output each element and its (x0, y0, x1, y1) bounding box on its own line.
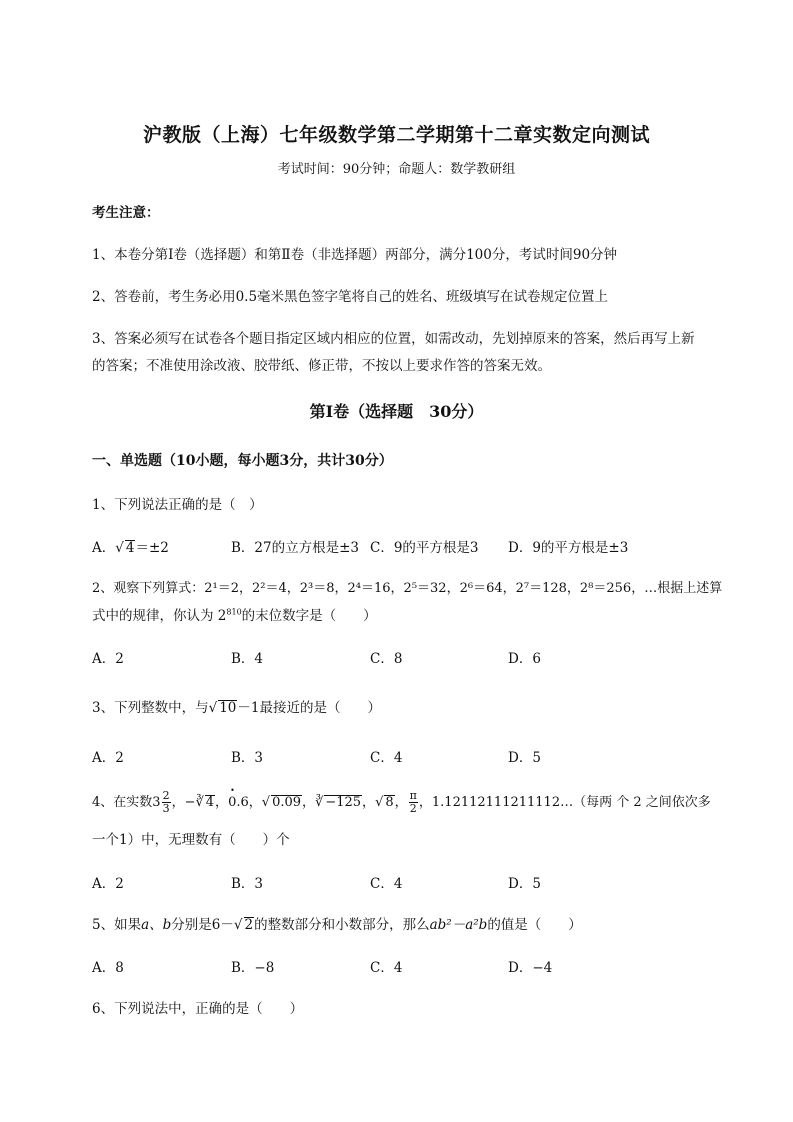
q5-expr2: ab²－a²b (429, 917, 488, 933)
question-5-option-a: A．8 (92, 960, 124, 976)
fraction (162, 790, 171, 815)
question-3-stem (92, 696, 381, 716)
q5-vars: a、b (141, 917, 172, 933)
sqrt-radicand-2: 8 (385, 795, 394, 810)
question-6-stem: 6、下列说法中，正确的是（ ） (92, 1001, 304, 1017)
q5-prefix: 5、如果 (92, 917, 142, 933)
question-4-line-1: 4、在实数3 $\frac{2}{3}$ ，−∛ 4，0.6 •，√ 0.09，∛ −125，√ 8， $\frac{\pi}{2}$ ，1.12112111211112…（每两 个 2 之间依次多 (92, 790, 711, 815)
question-3-option-c: C．4 (370, 750, 403, 766)
sqrt-radicand: 0.09 (272, 795, 302, 810)
question-4-option-c: C．4 (370, 876, 403, 892)
question-5-stem (92, 913, 582, 933)
question-1-option-c: C．9的平方根是3 (370, 540, 479, 556)
cbrt-radicand: 4 (205, 795, 215, 810)
q5-mid: 分别是 (171, 917, 212, 933)
sqrt-symbol: √ (375, 795, 384, 810)
q2-exponent: 810 (226, 607, 242, 617)
question-5-option-b: B．−8 (231, 960, 275, 976)
notice-item-1: 1、本卷分第Ⅰ卷（选择题）和第Ⅱ卷（非选择题）两部分，满分100分，考试时间90分钟 (92, 247, 618, 263)
mixed-number-whole: 3 (152, 795, 161, 810)
option-a-suffix: ＝±2 (135, 540, 169, 556)
q2-prefix: 式中的规律，你认为 2 (92, 608, 227, 624)
pi-numerator: π (409, 789, 417, 802)
question-3-option-a: A．2 (92, 750, 124, 766)
radicand: 4 (125, 540, 135, 556)
question-1-option-a (92, 536, 169, 556)
option-a-prefix: A． (92, 540, 116, 556)
pi-denominator: 2 (409, 802, 417, 815)
question-1-option-b: B．27的立方根是±3 (231, 540, 359, 556)
question-2-option-c: C．8 (370, 651, 403, 667)
question-3-option-d: D．5 (508, 750, 541, 766)
fraction-numerator: 2 (162, 789, 170, 802)
notice-item-3: 3、答案必须写在试卷各个题目指定区域内相应的位置，如需改动，先划掉原来的答案，然后再写上新 (92, 331, 695, 347)
question-2-option-a: A．2 (92, 651, 124, 667)
cbrt-radicand-2: −125 (325, 795, 362, 810)
question-4-option-a: A．2 (92, 876, 124, 892)
q5-mid2: 的整数部分和小数部分，那么 (254, 917, 430, 933)
q3-prefix: 3、下列整数中，与 (92, 700, 209, 716)
q3-suffix: －1最接近的是（ ） (237, 700, 381, 716)
q5-radicand: 2 (244, 917, 254, 933)
notice-item-2: 2、答卷前，考生务必用0.5毫米黑色签字笔将自己的姓名、班级填写在试卷规定位置上 (92, 289, 609, 305)
question-2-option-d: D．6 (508, 651, 541, 667)
exam-subtitle: 考试时间：90分钟；命题人：数学教研组 (277, 162, 516, 177)
q5-expr-prefix: 6－ (211, 917, 234, 933)
part-title: 一、单选题（10小题，每小题3分，共计30分） (92, 453, 393, 469)
question-5-option-c: C．4 (370, 960, 403, 976)
pi-fraction (409, 790, 418, 815)
question-2-line-2 (92, 604, 377, 624)
sqrt-symbol: √ (115, 540, 124, 556)
sqrt-symbol: √ (233, 917, 243, 933)
fraction-denominator: 3 (162, 802, 170, 815)
section-title: 第Ⅰ卷（选择题 30分） (309, 402, 484, 421)
sqrt-symbol: √ (208, 700, 218, 716)
radicand: 10 (219, 700, 237, 716)
exam-title: 沪教版（上海）七年级数学第二学期第十二章实数定向测试 (142, 124, 650, 146)
neg-cbrt-symbol: −∛ (184, 795, 204, 810)
notice-title: 考生注意： (92, 205, 160, 221)
question-2-option-b: B．4 (231, 651, 264, 667)
repeating-decimal: 0.6 • (228, 795, 249, 810)
question-4-option-d: D．5 (508, 876, 541, 892)
cbrt-symbol: ∛ (315, 795, 324, 810)
q5-suffix: 的值是（ ） (487, 917, 582, 933)
question-3-option-b: B．3 (231, 750, 264, 766)
q2-suffix: 的末位数字是（ ） (241, 608, 377, 624)
question-5-option-d: D．−4 (508, 960, 553, 976)
sqrt-symbol: √ (261, 795, 271, 810)
question-4-line-2: 一个1）中，无理数有（ ）个 (92, 832, 290, 848)
question-1-stem: 1、下列说法正确的是（ ） (92, 497, 263, 513)
question-2-line-1: 2、观察下列算式：2¹＝2，2²＝4，2³＝8，2⁴＝16，2⁵＝32，2⁶＝64，2⁷＝128，2⁸＝256，…根据上述算 (92, 581, 723, 596)
notice-item-3-cont: 的答案；不准使用涂改液、胶带纸、修正带，不按以上要求作答的答案无效。 (92, 358, 551, 374)
question-4-option-b: B．3 (231, 876, 264, 892)
q4-tail: ，1.12112111211112…（每两 个 2 之间依次多 (418, 795, 711, 810)
question-1-option-d: D．9的平方根是±3 (508, 540, 629, 556)
q4-prefix: 4、在实数 (92, 795, 153, 810)
